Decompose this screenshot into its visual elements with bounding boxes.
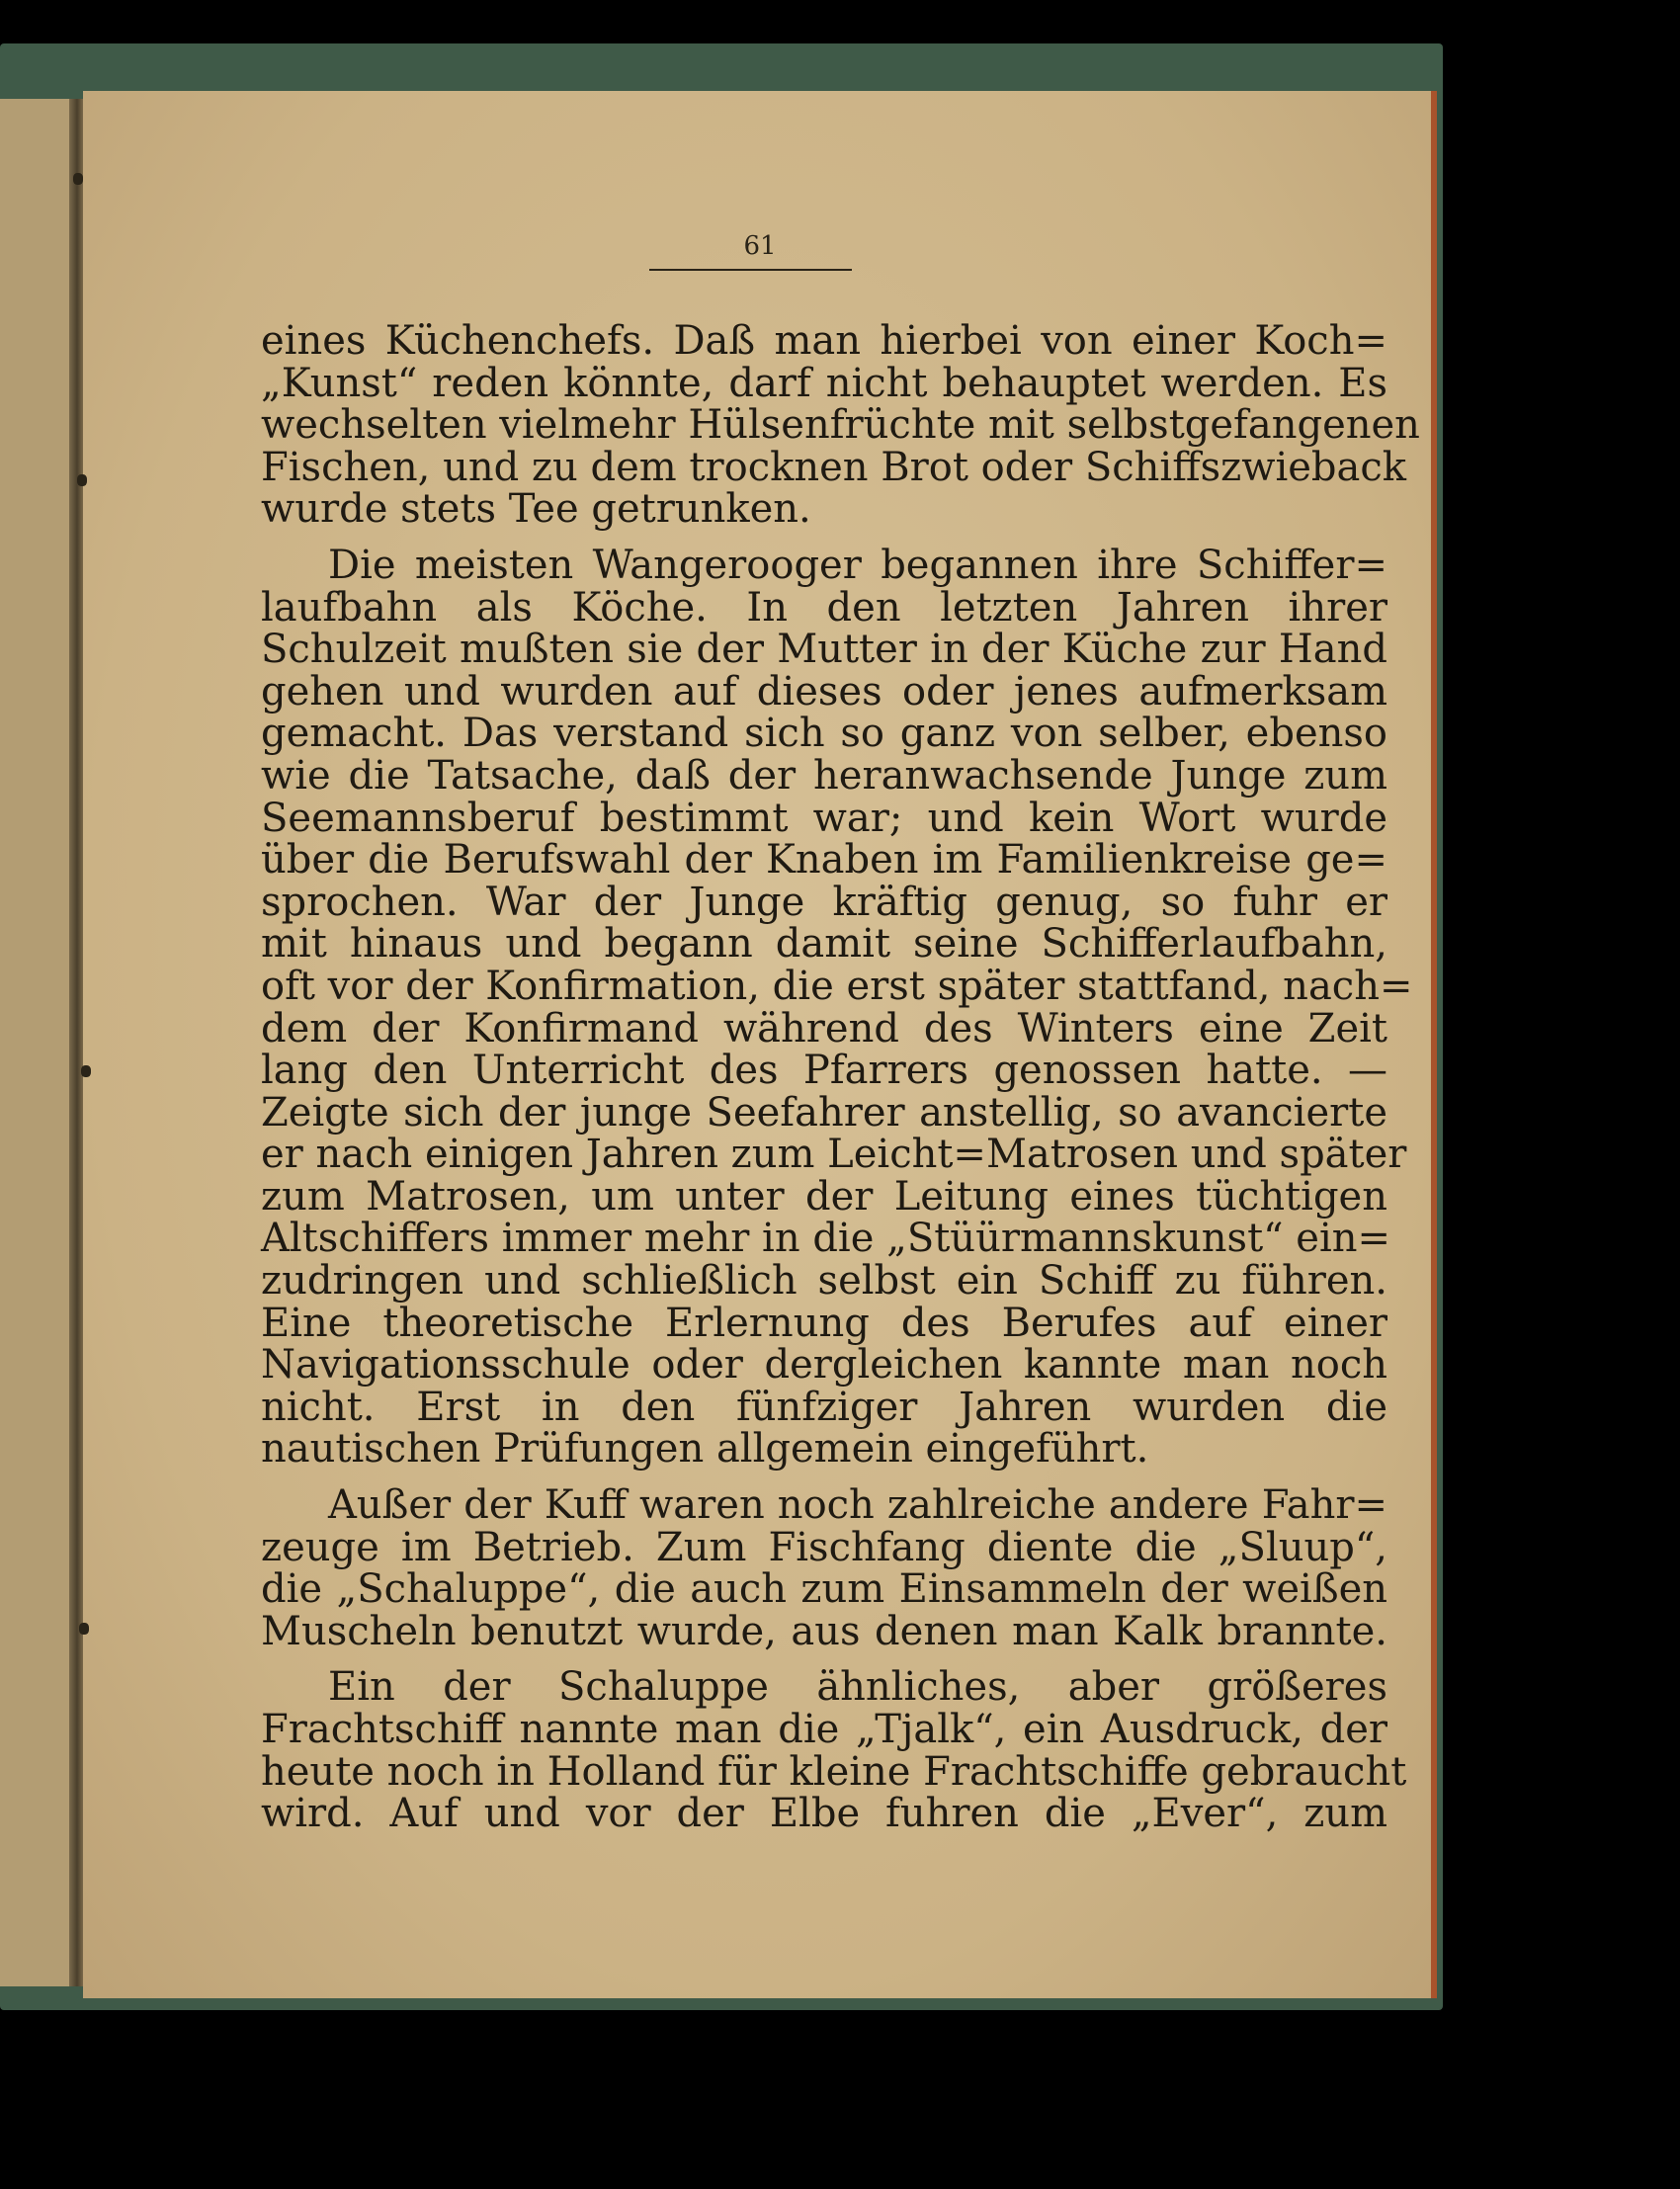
page-text [261, 318, 1420, 1837]
binding-stitch-mark [77, 474, 87, 486]
text-line: Zeigte sich der junge Seefahrer anstellig, so avancierte [261, 1089, 1387, 1136]
binding-stitch-mark [73, 173, 83, 185]
text-line: wie die Tatsache, daß der heranwachsende Junge zum [261, 752, 1387, 799]
text-line: die „Schaluppe“, die auch zum Einsammeln der weißen [261, 1566, 1387, 1613]
paragraph [261, 1484, 1387, 1652]
text-line: nautischen Prüfungen allgemein eingeführt. [261, 1426, 1149, 1473]
text-line: heute noch in Holland für kleine Frachtschiffe gebraucht [261, 1748, 1407, 1795]
text-line: laufbahn als Köche. In den letzten Jahren ihrer [261, 584, 1387, 631]
binding-stitch-mark [81, 1065, 91, 1077]
paragraph [261, 1664, 1407, 1837]
paragraph [261, 318, 1420, 533]
text-line: wurde stets Tee getrunken. [261, 486, 811, 533]
text-line: wechselten vielmehr Hülsenfrüchte mit selbstgefangenen [261, 402, 1420, 449]
binding-stitch-mark [79, 1623, 89, 1635]
text-line: mit hinaus und begann damit seine Schifferlaufbahn, [261, 921, 1387, 968]
text-line: Altschiffers immer mehr in die „Stüürmannskunst“ ein= [261, 1216, 1391, 1262]
book-page [83, 91, 1437, 1998]
text-line: zum Matrosen, um unter der Leitung eines tüchtigen [261, 1173, 1387, 1220]
text-line: Fischen, und zu dem trocknen Brot oder Schiffszwieback [261, 444, 1407, 490]
text-line: Seemannsberuf bestimmt war; und kein Wort wurde [261, 795, 1387, 841]
text-line: gehen und wurden auf dieses oder jenes aufmerksam [261, 668, 1387, 715]
text-line: zeuge im Betrieb. Zum Fischfang diente die „Sluup“, [261, 1524, 1387, 1570]
text-line: Die meisten Wangerooger begannen ihre Schiffer= [328, 542, 1387, 588]
text-line: Eine theoretische Erlernung des Berufes auf einer [261, 1300, 1387, 1346]
text-line: „Kunst“ reden könnte, darf nicht behauptet werden. Es [261, 360, 1387, 406]
text-line: eines Küchenchefs. Daß man hierbei von einer Koch= [261, 318, 1387, 364]
text-line: Schulzeit mußten sie der Mutter in der Küche zur Hand [261, 627, 1387, 673]
text-line: oft vor der Konfirmation, die erst später stattfand, nach= [261, 963, 1413, 1009]
text-line: zudringen und schließlich selbst ein Schiff zu führen. [261, 1258, 1387, 1305]
text-line: lang den Unterricht des Pfarrers genossen hatte. — [261, 1048, 1387, 1094]
text-line: über die Berufswahl der Knaben im Familienkreise ge= [261, 837, 1387, 884]
paragraph [261, 542, 1413, 1473]
text-line: Außer der Kuff waren noch zahlreiche andere Fahr= [328, 1482, 1387, 1529]
text-line: wird. Auf und vor der Elbe fuhren die „Ever“, zum [261, 1791, 1387, 1837]
text-line: Frachtschiff nannte man die „Tjalk“, ein Ausdruck, der [261, 1707, 1387, 1752]
text-line: Navigationsschule oder dergleichen kannte man noch [261, 1342, 1387, 1389]
page-fore-edge [1431, 91, 1437, 1998]
text-line: nicht. Erst in den fünfziger Jahren wurden die [261, 1384, 1387, 1430]
page-number: 61 [743, 231, 777, 261]
text-line: dem der Konfirmand während des Winters eine Zeit [261, 1005, 1387, 1052]
left-page-edge [0, 99, 77, 1986]
header-rule [649, 269, 852, 271]
text-line: sprochen. War der Junge kräftig genug, so fuhr er [261, 879, 1387, 925]
text-line: Ein der Schaluppe ähnliches, aber größeres [328, 1664, 1387, 1711]
text-line: Muscheln benutzt wurde, aus denen man Kalk brannte. [261, 1608, 1387, 1654]
text-line: er nach einigen Jahren zum Leicht=Matrosen und später [261, 1132, 1407, 1178]
text-line: gemacht. Das verstand sich so ganz von selber, ebenso [261, 711, 1387, 757]
